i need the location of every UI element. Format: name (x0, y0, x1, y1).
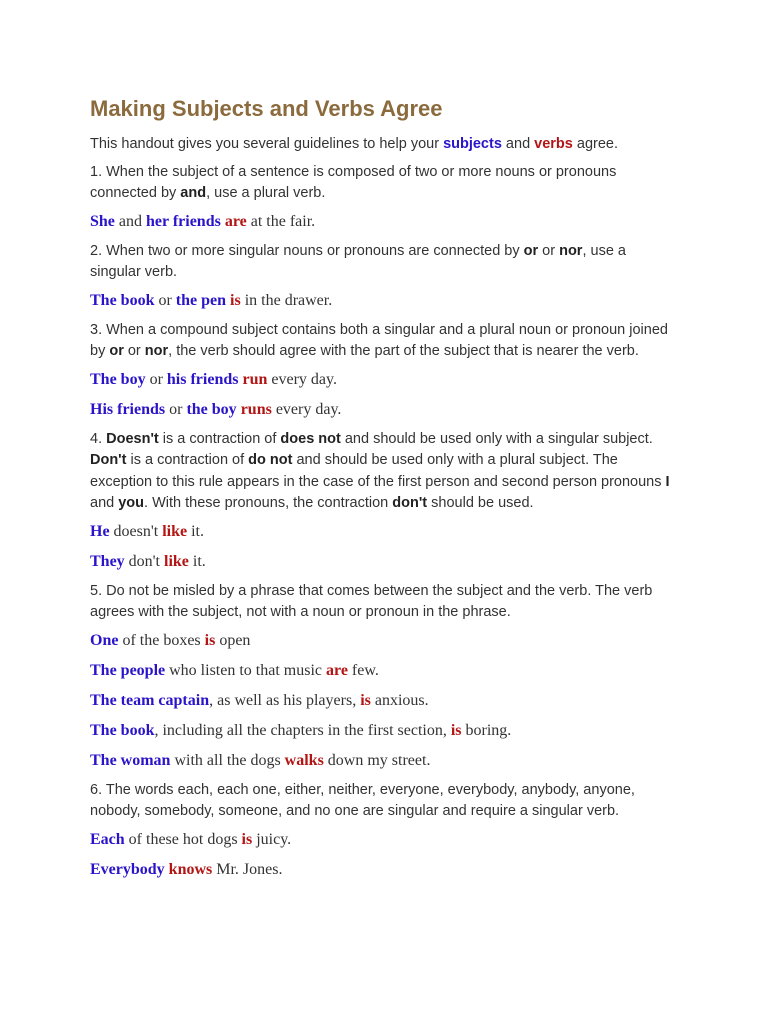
example-verb: like (162, 522, 188, 540)
example-6a (90, 829, 680, 851)
example-4b (90, 551, 680, 573)
intro-text: and (501, 136, 535, 152)
example-text: or (145, 370, 167, 388)
example-verb: is (360, 691, 371, 709)
example-5e (90, 750, 680, 772)
rule-3 (90, 320, 680, 363)
example-1 (90, 211, 680, 233)
example-subject: the pen (175, 291, 227, 309)
intro-text: This handout gives you several guidelines to help your (90, 136, 444, 152)
example-subject: One (90, 631, 119, 649)
rule-text: is a contraction of (158, 430, 281, 447)
example-verb: is (204, 631, 216, 649)
example-subject: The people (90, 661, 166, 679)
example-5a (90, 630, 680, 652)
rule-text: , the verb should agree with the part of the subject that is nearer the verb. (168, 343, 639, 359)
rule-text: , use a plural verb. (206, 185, 326, 201)
example-text: boring. (461, 721, 512, 739)
example-verb: knows (168, 860, 213, 878)
intro-verbs-word: verbs (534, 136, 573, 152)
intro-subjects-word: subjects (443, 136, 502, 152)
rule-keyword: nor (144, 343, 169, 359)
example-subject: The woman (90, 751, 171, 769)
example-text: juicy. (252, 830, 292, 848)
rule-text: 1. When the subject of a sentence is composed of two or more nouns or pronouns connected by (90, 163, 617, 201)
rule-keyword: I (665, 473, 670, 490)
rule-keyword: or (523, 242, 539, 259)
example-subject: The boy (90, 370, 146, 388)
example-text: down my street. (323, 751, 431, 769)
example-text: who listen to that music (165, 661, 326, 679)
example-2 (90, 290, 680, 312)
example-subject: her friends (146, 212, 221, 230)
example-subject: She (90, 212, 115, 230)
example-5b (90, 660, 680, 682)
example-subject: his friends (166, 370, 239, 388)
rule-keyword: Don't (90, 452, 127, 468)
example-subject: They (90, 552, 125, 570)
rule-text: . With these pronouns, the contraction (144, 495, 393, 511)
example-text: doesn't (109, 522, 163, 540)
rule-keyword: or (109, 343, 124, 359)
example-subject: The book (90, 291, 155, 309)
example-verb: walks (284, 751, 324, 769)
rule-keyword: do not (248, 452, 293, 468)
example-verb: are (224, 212, 247, 230)
example-subject: He (90, 522, 110, 540)
page-title: Making Subjects and Verbs Agree (90, 96, 443, 121)
rule-text: is a contraction of (126, 452, 249, 468)
example-verb: is (450, 721, 462, 739)
rule-text: and should be used only with a singular subject. (340, 430, 653, 447)
rule-text: and should be used only with a plural subject. The exception to this rule appears in the case of the first person and second person pronouns (90, 452, 666, 490)
rule-1 (90, 162, 680, 205)
rule-text: or (538, 242, 560, 259)
rule-text: 3. When a compound subject contains both a singular and a plural noun or pronoun joined by (90, 321, 668, 359)
example-text: it. (188, 552, 206, 570)
example-6b (90, 859, 680, 881)
rule-keyword: Doesn't (106, 430, 159, 447)
example-text: and (114, 212, 147, 230)
example-text: , as well as his players, (209, 691, 361, 709)
example-5c (90, 690, 680, 712)
example-text: don't (124, 552, 164, 570)
example-text: of these hot dogs (124, 830, 242, 848)
example-subject: the boy (186, 400, 237, 418)
example-verb: run (242, 370, 268, 388)
example-text: or (165, 400, 187, 418)
example-text: of the boxes (118, 631, 205, 649)
example-text: , including all the chapters in the first section, (154, 721, 451, 739)
example-verb: are (326, 661, 348, 679)
example-text: or (154, 291, 176, 309)
example-subject: His friends (90, 400, 166, 418)
intro-paragraph (90, 134, 680, 156)
rule-text: 2. When two or more singular nouns or pronouns are connected by (90, 242, 524, 259)
example-text: anxious. (370, 691, 429, 709)
example-subject: Everybody (90, 860, 165, 878)
rule-keyword: does not (280, 430, 341, 447)
example-text: with all the dogs (170, 751, 285, 769)
example-5d (90, 720, 680, 742)
rule-text: 4. (90, 430, 107, 447)
example-verb: runs (240, 400, 272, 418)
rule-keyword: nor (559, 242, 583, 259)
example-text: at the fair. (246, 212, 316, 230)
rule-4 (90, 429, 680, 515)
rule-5: 5. Do not be misled by a phrase that comes between the subject and the verb. The verb agrees with the subject, not with a noun or pronoun in the phrase. (90, 582, 653, 620)
example-text: in the drawer. (240, 291, 333, 309)
intro-text: agree. (572, 136, 619, 152)
rule-text: , use a singular verb. (90, 242, 626, 280)
example-text: few. (347, 661, 379, 679)
rule-text: or (123, 343, 145, 359)
example-text: open (215, 631, 251, 649)
rule-keyword: and (180, 185, 207, 201)
rule-keyword: you (118, 495, 145, 511)
example-subject: Each (90, 830, 125, 848)
example-subject: The team captain (90, 691, 210, 709)
example-3a (90, 369, 680, 391)
rule-keyword: don't (392, 495, 428, 511)
document-body (90, 95, 680, 889)
example-text: every day. (271, 400, 342, 418)
example-verb: like (164, 552, 189, 570)
example-verb: is (241, 830, 253, 848)
example-subject: The book (90, 721, 155, 739)
rule-6: 6. The words each, each one, either, neither, everyone, everybody, anybody, anyone, nobody, somebody, someone, and no one are singular and require a singular verb. (90, 781, 635, 819)
example-text: Mr. Jones. (212, 860, 283, 878)
example-verb: is (230, 291, 241, 309)
example-4a (90, 521, 680, 543)
example-3b (90, 399, 680, 421)
example-text: every day. (267, 370, 337, 388)
rule-text: and (90, 495, 119, 511)
rule-2 (90, 241, 680, 284)
example-text: it. (187, 522, 204, 540)
rule-text: should be used. (427, 495, 534, 511)
